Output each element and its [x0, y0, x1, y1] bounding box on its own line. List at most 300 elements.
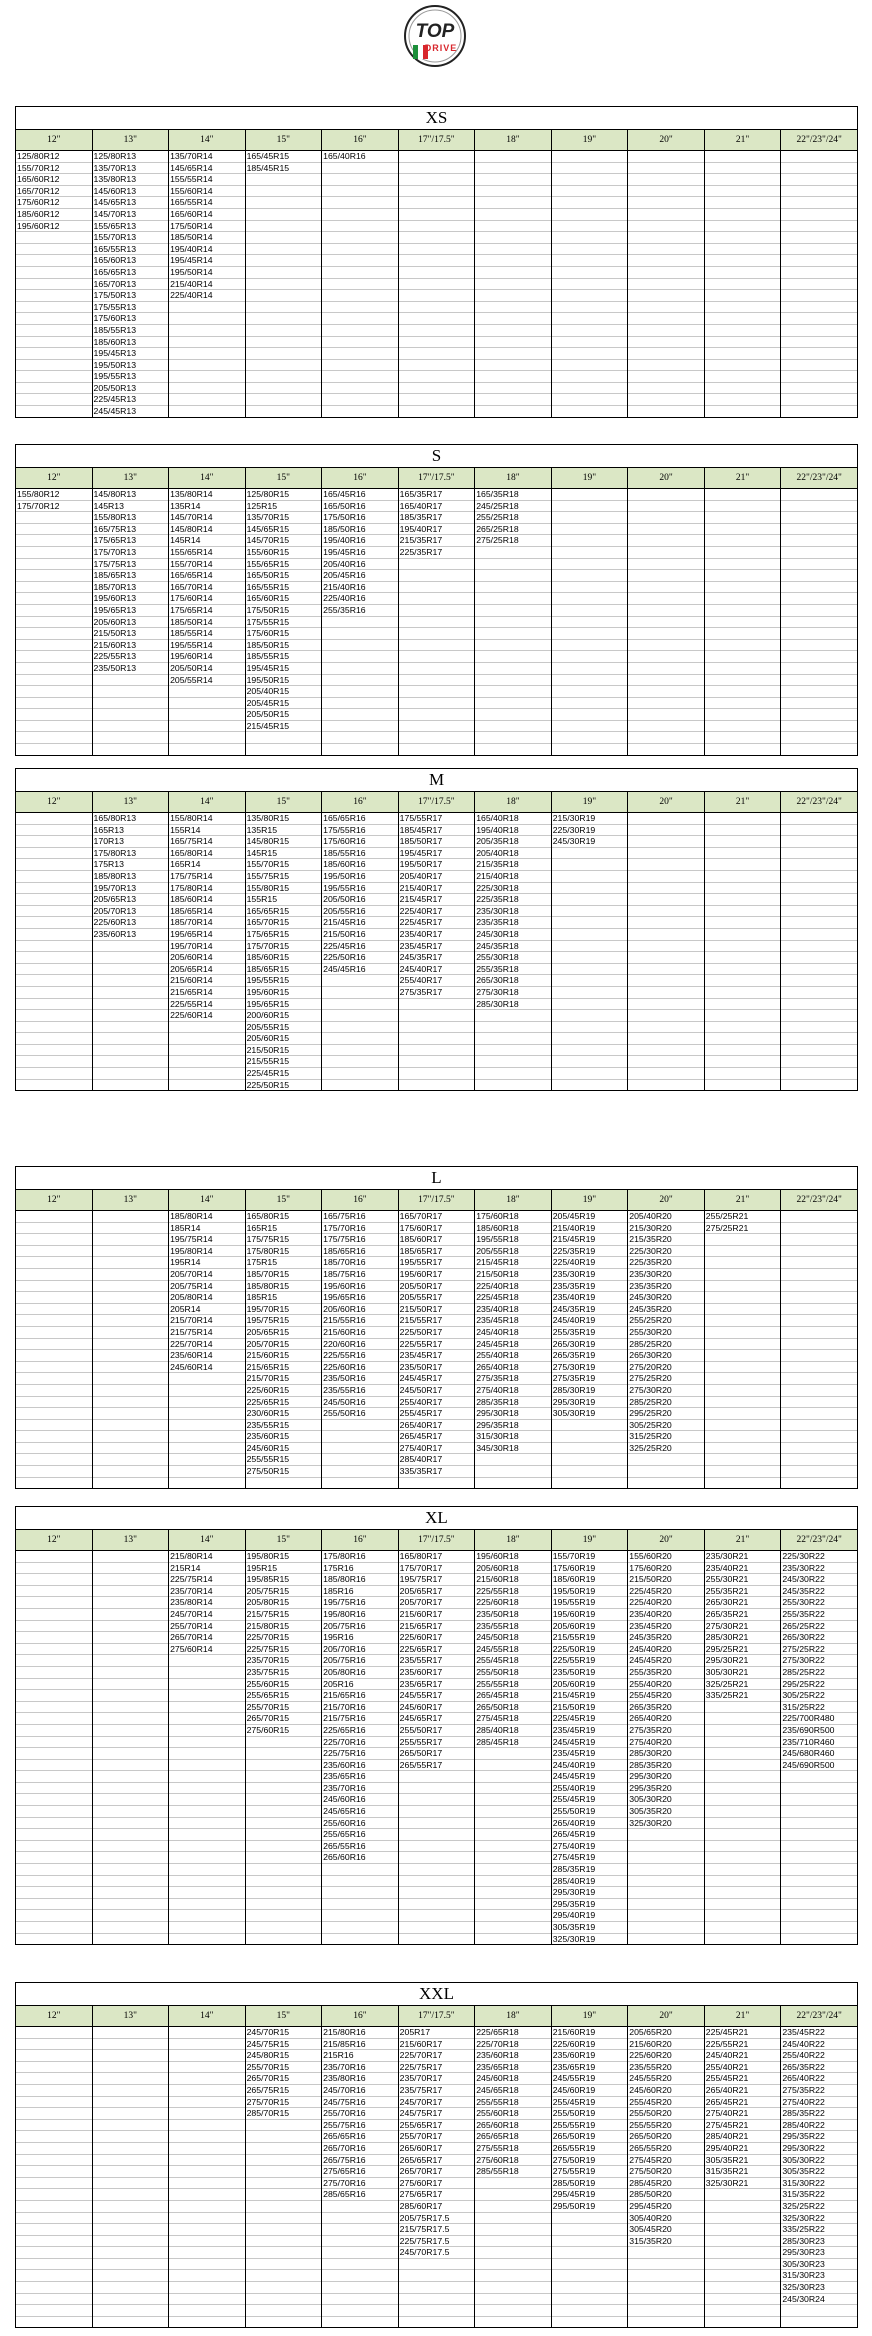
tire-size-cell: 275/30R22: [781, 1655, 858, 1667]
tire-size-cell: 225/35R19: [551, 1245, 628, 1257]
tire-size-cell: 145/65R13: [92, 197, 169, 209]
tire-size-cell: [398, 1898, 475, 1910]
tire-size-cell: 155R15: [245, 894, 322, 906]
tire-size-cell: [475, 1933, 552, 1945]
tire-size-cell: [169, 709, 246, 721]
logo-text-bottom: DRIVE: [424, 43, 458, 53]
tire-size-cell: [781, 162, 858, 174]
column-header: 21": [704, 1530, 781, 1551]
tire-size-cell: [16, 859, 93, 871]
tire-size-cell: [92, 720, 169, 732]
tire-size-cell: 285/70R15: [245, 2108, 322, 2120]
tire-size-cell: 225/55R14: [169, 998, 246, 1010]
tire-size-cell: [704, 2235, 781, 2247]
tire-size-cell: [16, 1782, 93, 1794]
tire-size-cell: [16, 2061, 93, 2073]
tire-size-cell: 215/45R18: [475, 1257, 552, 1269]
tire-size-cell: [475, 2212, 552, 2224]
table-row: [16, 628, 858, 640]
table-row: [16, 1408, 858, 1420]
tire-size-cell: [322, 1910, 399, 1922]
table-row: [16, 1315, 858, 1327]
tire-size-cell: 205/80R16: [322, 1666, 399, 1678]
tire-size-cell: [16, 824, 93, 836]
tire-size-cell: [398, 651, 475, 663]
tire-size-cell: [781, 1303, 858, 1315]
column-header: 13": [92, 130, 169, 151]
tire-size-cell: 165R14: [169, 859, 246, 871]
tire-size-cell: [398, 998, 475, 1010]
tire-size-cell: [781, 1234, 858, 1246]
tire-size-cell: [781, 593, 858, 605]
tire-size-cell: [322, 651, 399, 663]
tire-size-cell: [398, 1817, 475, 1829]
tire-size-cell: 195/60R13: [92, 593, 169, 605]
column-header: 20": [628, 468, 705, 489]
tire-size-cell: [16, 720, 93, 732]
tire-size-cell: 235/30R22: [781, 1562, 858, 1574]
tire-size-cell: 305/40R20: [628, 2212, 705, 2224]
tire-size-cell: [245, 2293, 322, 2305]
tire-size-cell: [245, 1782, 322, 1794]
tire-size-cell: [398, 278, 475, 290]
tire-size-cell: 195/50R16: [322, 870, 399, 882]
tire-size-cell: [16, 744, 93, 756]
tire-size-cell: [169, 2119, 246, 2131]
column-header: 19": [551, 792, 628, 813]
tire-size-cell: [16, 348, 93, 360]
tire-size-cell: 235/55R20: [628, 2061, 705, 2073]
tire-size-cell: 215/55R15: [245, 1056, 322, 1068]
tire-size-cell: 225/55R21: [704, 2038, 781, 2050]
tire-size-cell: [475, 1817, 552, 1829]
tire-size-cell: [169, 1759, 246, 1771]
tire-size-cell: 265/30R18: [475, 975, 552, 987]
tire-size-cell: 235/50R19: [551, 1666, 628, 1678]
table-row: [16, 278, 858, 290]
tire-size-cell: 245/690R500: [781, 1759, 858, 1771]
tire-size-cell: [781, 639, 858, 651]
column-header: 13": [92, 792, 169, 813]
tire-size-cell: 175/55R13: [92, 301, 169, 313]
tire-size-cell: 195/40R18: [475, 824, 552, 836]
table-row: [16, 1759, 858, 1771]
tire-size-cell: [551, 1079, 628, 1091]
table-row: [16, 2270, 858, 2282]
tire-size-cell: [704, 651, 781, 663]
tire-size-cell: [781, 1211, 858, 1223]
tire-size-cell: [781, 220, 858, 232]
tire-size-cell: [551, 674, 628, 686]
tire-size-cell: [781, 1222, 858, 1234]
tire-size-cell: [475, 185, 552, 197]
tire-size-cell: [704, 952, 781, 964]
tire-size-cell: 165/70R13: [92, 278, 169, 290]
column-header: 22"/23"/24": [781, 1190, 858, 1211]
tire-size-cell: [322, 2224, 399, 2236]
tire-size-cell: 275/65R17: [398, 2189, 475, 2201]
tire-size-cell: 255/35R21: [704, 1585, 781, 1597]
tire-size-cell: 225/50R15: [245, 1079, 322, 1091]
tire-size-cell: 125R15: [245, 500, 322, 512]
tire-size-cell: 145R14: [169, 535, 246, 547]
table-row: [16, 813, 858, 825]
tire-size-cell: 255/55R18: [475, 1678, 552, 1690]
tire-size-cell: [322, 290, 399, 302]
tire-size-cell: 275/60R17: [398, 2177, 475, 2189]
tire-size-cell: [398, 697, 475, 709]
column-header: 12": [16, 2006, 93, 2027]
tire-size-cell: [781, 1338, 858, 1350]
tire-size-cell: 205/70R15: [245, 1338, 322, 1350]
tire-size-cell: [92, 1829, 169, 1841]
tire-size-cell: [16, 894, 93, 906]
tire-size-cell: 195/75R16: [322, 1597, 399, 1609]
tire-size-cell: 205/50R14: [169, 662, 246, 674]
tire-size-cell: 195/55R13: [92, 371, 169, 383]
tire-size-cell: [551, 290, 628, 302]
tire-size-cell: [92, 1817, 169, 1829]
tire-size-cell: 245/30R20: [628, 1292, 705, 1304]
tire-size-cell: 155/80R12: [16, 489, 93, 501]
tire-size-cell: 265/70R15: [245, 2073, 322, 2085]
tire-size-cell: [92, 1303, 169, 1315]
tire-size-cell: [551, 208, 628, 220]
tire-size-cell: 275/65R16: [322, 2166, 399, 2178]
tire-size-cell: [704, 2316, 781, 2328]
tire-size-cell: 205/35R18: [475, 836, 552, 848]
tire-size-cell: [16, 313, 93, 325]
tire-size-cell: [628, 894, 705, 906]
tire-size-cell: [16, 686, 93, 698]
tire-size-cell: [704, 1864, 781, 1876]
tire-size-cell: [322, 406, 399, 418]
tire-size-cell: [16, 1431, 93, 1443]
tire-size-cell: 235/50R16: [322, 1373, 399, 1385]
tire-size-cell: [704, 986, 781, 998]
tire-size-cell: [16, 2189, 93, 2201]
tire-size-cell: [245, 324, 322, 336]
tire-size-cell: [92, 1079, 169, 1091]
tire-size-cell: [781, 847, 858, 859]
tire-size-cell: [704, 348, 781, 360]
tire-size-cell: [92, 963, 169, 975]
tire-size-cell: [704, 1056, 781, 1068]
tire-size-cell: 255/70R15: [245, 1701, 322, 1713]
tire-size-cell: [92, 1408, 169, 1420]
tire-size-cell: [169, 1396, 246, 1408]
tire-size-cell: 305/35R20: [628, 1806, 705, 1818]
tire-size-cell: [92, 1222, 169, 1234]
tire-size-cell: [245, 1898, 322, 1910]
tire-size-cell: [245, 278, 322, 290]
tire-size-cell: 285/30R20: [628, 1748, 705, 1760]
tire-size-cell: 285/40R17: [398, 1454, 475, 1466]
tire-size-cell: [628, 1079, 705, 1091]
tire-size-cell: [704, 500, 781, 512]
tire-size-cell: [704, 2189, 781, 2201]
tire-size-cell: 255/40R17: [398, 1396, 475, 1408]
tire-size-cell: [628, 744, 705, 756]
tire-size-cell: [169, 1068, 246, 1080]
tire-size-cell: [16, 1933, 93, 1945]
tire-size-cell: 275/45R18: [475, 1713, 552, 1725]
tire-size-cell: 285/45R18: [475, 1736, 552, 1748]
tire-size-cell: [169, 1373, 246, 1385]
tire-size-cell: [781, 1817, 858, 1829]
tire-size-cell: [704, 2247, 781, 2259]
tire-size-cell: [551, 1068, 628, 1080]
tire-size-cell: [322, 313, 399, 325]
tire-size-cell: [398, 1010, 475, 1022]
tire-size-cell: [16, 1361, 93, 1373]
tire-size-cell: 215/65R14: [169, 986, 246, 998]
size-table: [15, 106, 858, 418]
tire-size-cell: [551, 847, 628, 859]
tire-size-cell: 325/25R20: [628, 1442, 705, 1454]
column-header: 18": [475, 1190, 552, 1211]
tire-size-cell: 245/30R18: [475, 928, 552, 940]
tire-size-cell: [781, 151, 858, 163]
table-row: [16, 2224, 858, 2236]
tire-size-cell: [475, 255, 552, 267]
tire-size-cell: 245/40R22: [781, 2038, 858, 2050]
tire-size-cell: [781, 604, 858, 616]
tire-size-cell: [475, 1864, 552, 1876]
tire-size-cell: [628, 732, 705, 744]
tire-size-cell: [628, 1454, 705, 1466]
tire-size-cell: [475, 720, 552, 732]
logo-text-top: TOP: [415, 21, 455, 42]
tire-size-cell: 235/35R20: [628, 1280, 705, 1292]
tire-size-cell: [398, 197, 475, 209]
tire-size-cell: [781, 1910, 858, 1922]
tire-size-cell: 225/55R17: [398, 1338, 475, 1350]
tire-size-cell: [704, 174, 781, 186]
tire-size-cell: [704, 1477, 781, 1489]
column-header: 18": [475, 2006, 552, 2027]
tire-size-cell: [781, 581, 858, 593]
tire-size-cell: 225/40R19: [551, 1257, 628, 1269]
tire-size-cell: 205/50R15: [245, 709, 322, 721]
tire-size-cell: 275/40R21: [704, 2108, 781, 2120]
tire-size-cell: 255/45R20: [628, 2096, 705, 2108]
tire-size-cell: 245/40R19: [551, 1759, 628, 1771]
table-row: [16, 2258, 858, 2270]
tire-size-cell: [245, 301, 322, 313]
tire-size-cell: [551, 570, 628, 582]
table-row: [16, 1585, 858, 1597]
tire-size-cell: [245, 1477, 322, 1489]
tire-size-cell: 245/40R20: [628, 1643, 705, 1655]
tire-size-cell: 245/65R16: [322, 1806, 399, 1818]
tire-size-cell: [322, 1922, 399, 1934]
tire-size-cell: [704, 1771, 781, 1783]
tire-size-cell: [551, 2235, 628, 2247]
tire-size-cell: [628, 662, 705, 674]
tire-size-cell: [551, 512, 628, 524]
tire-size-cell: 265/45R21: [704, 2096, 781, 2108]
tire-size-cell: [475, 546, 552, 558]
tire-size-cell: [628, 628, 705, 640]
tire-size-cell: [398, 174, 475, 186]
tire-size-cell: [628, 243, 705, 255]
tire-size-cell: [92, 998, 169, 1010]
tire-size-cell: [92, 1021, 169, 1033]
tire-size-cell: [628, 336, 705, 348]
tire-size-cell: 195/65R16: [322, 1292, 399, 1304]
tire-size-cell: [628, 2305, 705, 2317]
table-row: [16, 2247, 858, 2259]
tire-size-cell: 175R13: [92, 859, 169, 871]
tire-size-cell: [16, 1033, 93, 1045]
column-header: 15": [245, 2006, 322, 2027]
tire-size-cell: [398, 593, 475, 605]
tire-size-cell: [704, 1782, 781, 1794]
tire-size-cell: [551, 523, 628, 535]
tire-size-cell: [781, 489, 858, 501]
tire-size-cell: 275/30R21: [704, 1620, 781, 1632]
tire-size-cell: [628, 371, 705, 383]
table-row: [16, 2027, 858, 2039]
tire-size-cell: [322, 2316, 399, 2328]
tire-size-cell: [475, 1898, 552, 1910]
tire-size-cell: 245/80R15: [245, 2050, 322, 2062]
tire-size-cell: 315/30R23: [781, 2270, 858, 2282]
table-row: [16, 2108, 858, 2120]
tire-size-cell: 215/75R17.5: [398, 2224, 475, 2236]
tire-size-cell: [16, 2027, 93, 2039]
table-row: [16, 2096, 858, 2108]
tire-size-cell: [628, 523, 705, 535]
tire-size-cell: 225/55R16: [322, 1350, 399, 1362]
tire-size-cell: [322, 1887, 399, 1899]
tire-size-cell: 175/60R14: [169, 593, 246, 605]
tire-size-cell: [16, 581, 93, 593]
column-header: 15": [245, 1190, 322, 1211]
tire-size-cell: 225/45R21: [704, 2027, 781, 2039]
tire-size-cell: 245/40R17: [398, 963, 475, 975]
tire-size-cell: 235/65R19: [551, 2061, 628, 2073]
tire-size-cell: [551, 940, 628, 952]
tire-size-cell: [475, 616, 552, 628]
table-row: [16, 1724, 858, 1736]
tire-size-cell: 245/55R17: [398, 1690, 475, 1702]
tire-size-cell: 225/75R17.5: [398, 2235, 475, 2247]
tire-size-cell: [781, 975, 858, 987]
tire-size-cell: [169, 2293, 246, 2305]
tire-size-cell: 235/60R19: [551, 2050, 628, 2062]
tire-size-cell: [16, 290, 93, 302]
tire-size-cell: 165/35R17: [398, 489, 475, 501]
table-row: [16, 2200, 858, 2212]
tire-size-cell: [551, 709, 628, 721]
tire-size-cell: 175/65R15: [245, 928, 322, 940]
tire-size-cell: 145/60R13: [92, 185, 169, 197]
tire-size-cell: 245/45R13: [92, 406, 169, 418]
tire-size-cell: [398, 243, 475, 255]
tire-size-cell: 165/55R14: [169, 197, 246, 209]
tire-size-cell: [16, 2212, 93, 2224]
table-row: [16, 581, 858, 593]
tire-size-cell: [245, 1771, 322, 1783]
tire-size-cell: [245, 1806, 322, 1818]
tire-size-cell: [398, 301, 475, 313]
tire-size-cell: [475, 336, 552, 348]
tire-size-cell: 275/20R20: [628, 1361, 705, 1373]
tire-size-cell: [169, 1690, 246, 1702]
tire-size-cell: [16, 382, 93, 394]
tire-size-cell: [628, 616, 705, 628]
tire-size-cell: [781, 1010, 858, 1022]
tire-size-cell: [551, 151, 628, 163]
tire-size-cell: [92, 2258, 169, 2270]
table-row: [16, 1887, 858, 1899]
tire-size-cell: 145R15: [245, 847, 322, 859]
tire-size-cell: [475, 2224, 552, 2236]
tire-size-cell: [169, 2142, 246, 2154]
tire-size-cell: 185R14: [169, 1222, 246, 1234]
tire-size-cell: [628, 1875, 705, 1887]
table-row: [16, 2166, 858, 2178]
tire-size-cell: 275/45R19: [551, 1852, 628, 1864]
tire-size-cell: [704, 1806, 781, 1818]
tire-size-cell: 255/45R20: [628, 1690, 705, 1702]
tire-size-cell: 255/45R18: [475, 1655, 552, 1667]
tire-size-cell: [92, 1384, 169, 1396]
tire-size-cell: 155/70R14: [169, 558, 246, 570]
tire-size-cell: [245, 255, 322, 267]
tire-size-cell: 275/40R20: [628, 1736, 705, 1748]
tire-size-cell: [551, 744, 628, 756]
tire-size-cell: [169, 1817, 246, 1829]
tire-size-cell: [628, 1466, 705, 1478]
tire-size-cell: [16, 243, 93, 255]
column-header: 19": [551, 1190, 628, 1211]
tire-size-cell: [551, 2270, 628, 2282]
tire-size-cell: [92, 1864, 169, 1876]
tire-size-cell: [781, 1875, 858, 1887]
tire-size-cell: 195/60R17: [398, 1268, 475, 1280]
tire-size-cell: [704, 1748, 781, 1760]
tire-size-cell: 225/40R18: [475, 1280, 552, 1292]
tire-size-cell: 225/40R14: [169, 290, 246, 302]
table-row: [16, 1373, 858, 1385]
tire-size-cell: 225/700R480: [781, 1713, 858, 1725]
tire-size-cell: [475, 151, 552, 163]
tire-size-cell: [704, 1257, 781, 1269]
tire-size-cell: [781, 324, 858, 336]
tire-size-cell: [398, 686, 475, 698]
tire-size-cell: [322, 732, 399, 744]
tire-size-cell: 285/25R20: [628, 1338, 705, 1350]
tire-size-cell: [245, 2270, 322, 2282]
tire-size-cell: 205/40R18: [475, 847, 552, 859]
tire-size-cell: [16, 523, 93, 535]
tire-size-cell: [92, 1477, 169, 1489]
tire-size-cell: [704, 535, 781, 547]
tire-size-cell: [475, 313, 552, 325]
tire-size-cell: [781, 301, 858, 313]
tire-size-cell: [169, 1910, 246, 1922]
tire-size-cell: [704, 301, 781, 313]
tire-size-cell: 295/30R22: [781, 2142, 858, 2154]
tire-size-cell: 305/35R21: [704, 2154, 781, 2166]
tire-size-cell: [475, 744, 552, 756]
tire-size-cell: [781, 1068, 858, 1080]
tire-size-cell: [169, 1056, 246, 1068]
tire-size-cell: 185/70R14: [169, 917, 246, 929]
